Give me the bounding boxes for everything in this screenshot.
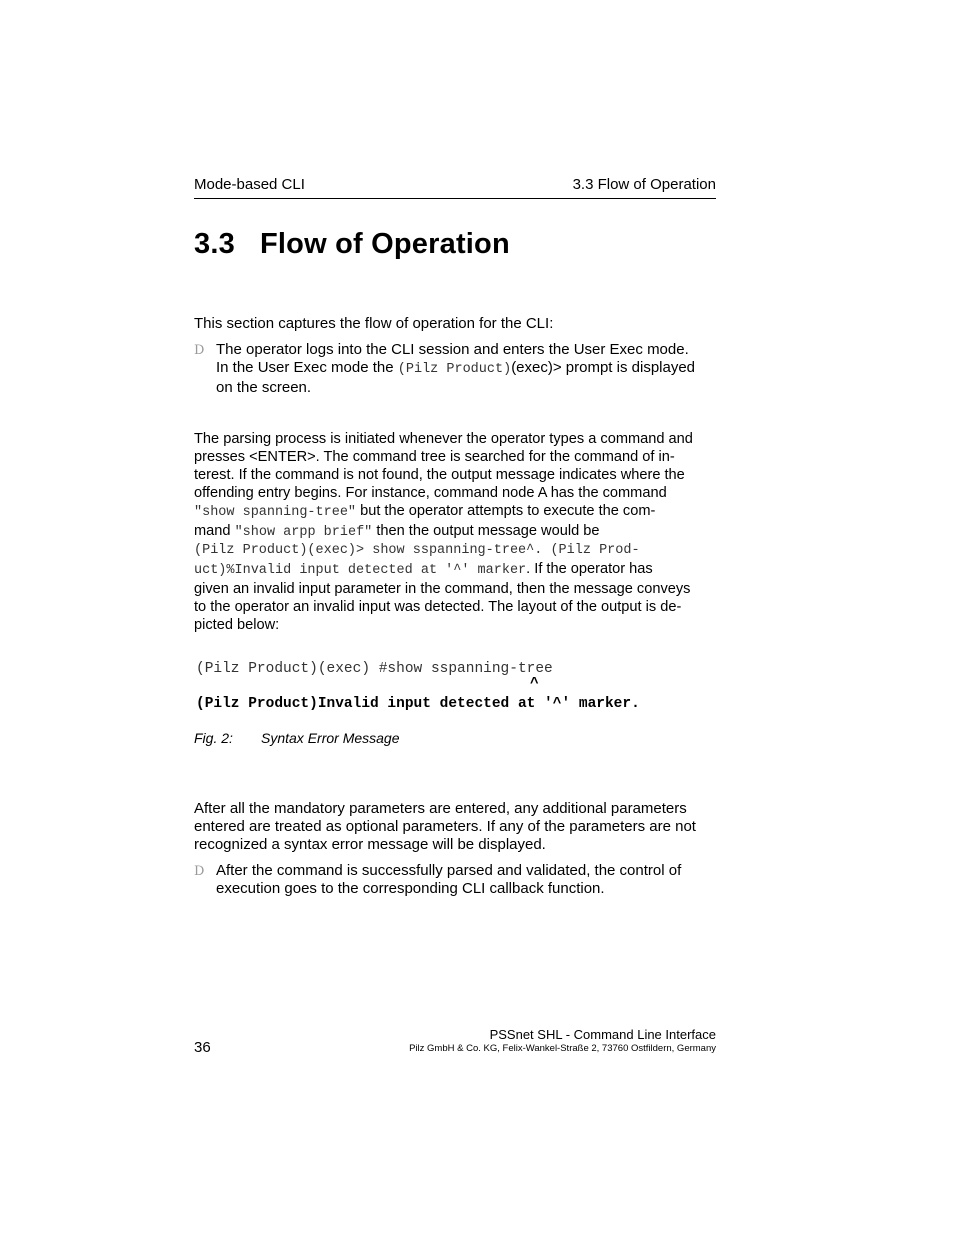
paragraph-line: given an invalid input parameter in the command, then the message conveys <box>194 581 691 597</box>
error-caret: ^ <box>530 676 539 692</box>
inline-code: "show arpp brief" <box>234 525 373 540</box>
paragraph-line: The parsing process is initiated whenever the operator types a command and <box>194 431 693 447</box>
optional-params-paragraph <box>194 800 716 854</box>
inline-code: (Pilz Product) <box>397 362 512 377</box>
example-error-line: (Pilz Product)Invalid input detected at '^' marker. <box>196 696 640 712</box>
paragraph-text: then the output message would be <box>372 523 600 539</box>
paragraph-line: recognized a syntax error message will be displayed. <box>194 836 546 853</box>
section-heading <box>194 228 510 261</box>
paragraph-line <box>194 560 716 580</box>
section-title: Flow of Operation <box>260 228 510 260</box>
paragraph-line: After all the mandatory parameters are entered, any additional parameters <box>194 800 687 817</box>
paragraph-line: offending entry begins. For instance, command node A has the command <box>194 485 667 501</box>
figure-label: Fig. 2: <box>194 730 233 746</box>
bullet-line: The operator logs into the CLI session and enters the User Exec mode. <box>216 341 689 358</box>
page-number: 36 <box>194 1039 211 1056</box>
bullet-line <box>216 359 716 379</box>
section-number: 3.3 <box>194 228 235 260</box>
paragraph-text: but the operator attempts to execute the com- <box>356 503 656 519</box>
inline-code: "show spanning-tree" <box>194 505 357 520</box>
paragraph-line: to the operator an invalid input was detected. The layout of the output is de- <box>194 599 682 615</box>
paragraph-line: entered are treated as optional parameters. If any of the parameters are not <box>194 818 696 835</box>
bullet-line: execution goes to the corresponding CLI callback function. <box>216 880 605 897</box>
bullet-line: After the command is successfully parsed and validated, the control of <box>216 862 682 879</box>
bullet-marker: D <box>194 343 205 358</box>
bullet-item-login <box>194 341 716 397</box>
paragraph-code-line: (Pilz Product)(exec)> show sspanning-tree^. (Pilz Prod- <box>194 543 640 558</box>
paragraph-line <box>194 502 716 522</box>
inline-code: uct)%Invalid input detected at '^' marker <box>194 563 527 578</box>
header-section: 3.3 Flow of Operation <box>572 176 716 193</box>
figure-caption-text: Syntax Error Message <box>261 730 400 746</box>
bullet-text: (exec)> prompt is displayed <box>511 359 696 376</box>
paragraph-line: terest. If the command is not found, the output message indicates where the <box>194 467 685 483</box>
bullet-line: on the screen. <box>216 379 312 396</box>
bullet-marker: D <box>194 864 205 879</box>
paragraph-line: picted below: <box>194 617 280 633</box>
example-command-line: (Pilz Product)(exec) #show sspanning-tree <box>196 661 553 677</box>
bullet-text: In the User Exec mode the <box>216 359 398 376</box>
paragraph-text: mand <box>194 523 235 539</box>
paragraph-line <box>194 522 716 542</box>
intro-paragraph: This section captures the flow of operation for the CLI: <box>194 315 554 332</box>
footer-company: Pilz GmbH & Co. KG, Felix-Wankel-Straße 2, 73760 Ostfildern, Germany <box>409 1043 716 1054</box>
parsing-paragraph <box>194 430 716 634</box>
paragraph-line: presses <ENTER>. The command tree is searched for the command of in- <box>194 449 675 465</box>
paragraph-text: . If the operator has <box>526 561 653 577</box>
figure-caption <box>194 730 400 746</box>
running-header <box>194 176 716 199</box>
bullet-item-callback <box>194 862 716 898</box>
header-chapter: Mode-based CLI <box>194 176 305 193</box>
footer-doc-title: PSSnet SHL - Command Line Interface <box>489 1027 716 1042</box>
